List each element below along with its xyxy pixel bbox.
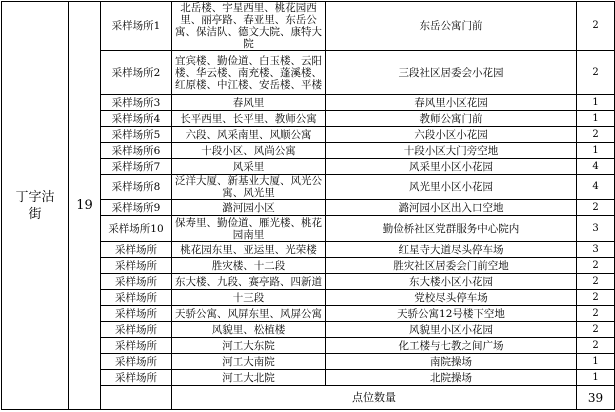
- area-cell: 泛洋大厦、新基业大厦、风光公寓、风光里: [172, 175, 326, 200]
- site-name-cell: 采样场所3: [101, 95, 172, 111]
- site-name-cell: 采样场所9: [101, 200, 172, 216]
- location-cell: 南院操场: [326, 354, 577, 370]
- table-row: [2, 2, 615, 51]
- location-cell: 春风里小区花园: [326, 95, 577, 111]
- area-cell: 北岳楼、宇星西里、桃花园西里、丽亭路、春亚里、东岳公寓、保洁队、德文大院、康特大院: [172, 2, 326, 51]
- area-cell: 河工大北院: [172, 370, 326, 386]
- point-count-cell: 3: [577, 242, 615, 258]
- point-count-cell: 1: [577, 111, 615, 127]
- area-cell: 胜灾楼、十二段: [172, 258, 326, 274]
- location-cell: 北院操场: [326, 370, 577, 386]
- point-count-cell: 2: [577, 290, 615, 306]
- area-cell: 桃花园东里、亚运里、光荣楼: [172, 242, 326, 258]
- point-count-cell: 1: [577, 143, 615, 159]
- location-cell: 六段小区小花园: [326, 127, 577, 143]
- area-cell: 天骄公寓、风屏东里、风屏公寓: [172, 306, 326, 322]
- area-cell: 十三段: [172, 290, 326, 306]
- site-name-cell: 采样场所5: [101, 127, 172, 143]
- site-name-cell: 采样场所7: [101, 159, 172, 175]
- site-name-cell: 采样场所: [101, 354, 172, 370]
- point-count-cell: 4: [577, 175, 615, 200]
- site-name-cell: 采样场所: [101, 274, 172, 290]
- area-cell: 风貌里、松植楼: [172, 322, 326, 338]
- point-count-cell: 2: [577, 274, 615, 290]
- area-cell: 风采里: [172, 159, 326, 175]
- location-cell: 风貌里小区小花园: [326, 322, 577, 338]
- site-name-cell: 采样场所: [101, 290, 172, 306]
- site-name-cell: 采样场所4: [101, 111, 172, 127]
- table-body: [2, 2, 615, 410]
- site-name-cell: 采样场所: [101, 242, 172, 258]
- area-cell: 宜宾楼、勤俭道、白玉楼、云阳楼、华云楼、南充楼、蓬溪楼、红原楼、中江楼、安岳楼、平楼: [172, 51, 326, 95]
- site-name-cell: 采样场所6: [101, 143, 172, 159]
- area-cell: 十段小区、风尚公寓: [172, 143, 326, 159]
- location-cell: 红星寺大道尽头停车场: [326, 242, 577, 258]
- summary-label-cell: 点位数量: [172, 386, 577, 410]
- site-name-cell: 采样场所8: [101, 175, 172, 200]
- location-cell: 勤俭桥社区党群服务中心院内: [326, 216, 577, 242]
- location-cell: 潞河园小区出入口空地: [326, 200, 577, 216]
- location-cell: 十段小区大门旁空地: [326, 143, 577, 159]
- point-count-cell: 2: [577, 258, 615, 274]
- summary-value-cell: 39: [577, 386, 615, 410]
- location-cell: 风光里小区小花园: [326, 175, 577, 200]
- area-cell: 春风里: [172, 95, 326, 111]
- location-cell: 化工楼与七教之间广场: [326, 338, 577, 354]
- area-cell: 六段、风采南里、风顺公寓: [172, 127, 326, 143]
- area-cell: 保寿里、勤俭道、雁光楼、桃花园南里: [172, 216, 326, 242]
- location-cell: 教师公寓门前: [326, 111, 577, 127]
- point-count-cell: 2: [577, 338, 615, 354]
- location-cell: 东岳公寓门前: [326, 2, 577, 51]
- point-count-cell: 1: [577, 370, 615, 386]
- area-cell: 东大楼、九段、赛亭路、四新道: [172, 274, 326, 290]
- point-count-cell: 2: [577, 2, 615, 51]
- location-cell: 天骄公寓12号楼下空地: [326, 306, 577, 322]
- site-count-cell: 19: [69, 2, 101, 410]
- site-name-cell: 采样场所2: [101, 51, 172, 95]
- site-name-cell: 采样场所10: [101, 216, 172, 242]
- site-name-cell: 采样场所: [101, 370, 172, 386]
- site-name-cell: 采样场所: [101, 258, 172, 274]
- area-cell: 潞河园小区: [172, 200, 326, 216]
- area-cell: 河工大南院: [172, 354, 326, 370]
- point-count-cell: 2: [577, 200, 615, 216]
- site-name-cell: 采样场所: [101, 322, 172, 338]
- point-count-cell: 2: [577, 322, 615, 338]
- sampling-sites-table: [1, 1, 615, 410]
- location-cell: 党校尽头停车场: [326, 290, 577, 306]
- summary-blank-cell: [101, 386, 172, 410]
- area-cell: 河工大东院: [172, 338, 326, 354]
- site-name-cell: 采样场所1: [101, 2, 172, 51]
- point-count-cell: 1: [577, 354, 615, 370]
- location-cell: 东大楼小区小花园: [326, 274, 577, 290]
- location-cell: 胜灾社区居委会门前空地: [326, 258, 577, 274]
- location-cell: 三段社区居委会小花园: [326, 51, 577, 95]
- point-count-cell: 2: [577, 51, 615, 95]
- point-count-cell: 1: [577, 95, 615, 111]
- point-count-cell: 2: [577, 127, 615, 143]
- location-cell: 风采里小区小花园: [326, 159, 577, 175]
- area-cell: 长平西里、长平里、教师公寓: [172, 111, 326, 127]
- point-count-cell: 2: [577, 306, 615, 322]
- street-name-cell: 丁字沽街: [2, 2, 69, 410]
- point-count-cell: 4: [577, 159, 615, 175]
- point-count-cell: 3: [577, 216, 615, 242]
- site-name-cell: 采样场所: [101, 338, 172, 354]
- site-name-cell: 采样场所: [101, 306, 172, 322]
